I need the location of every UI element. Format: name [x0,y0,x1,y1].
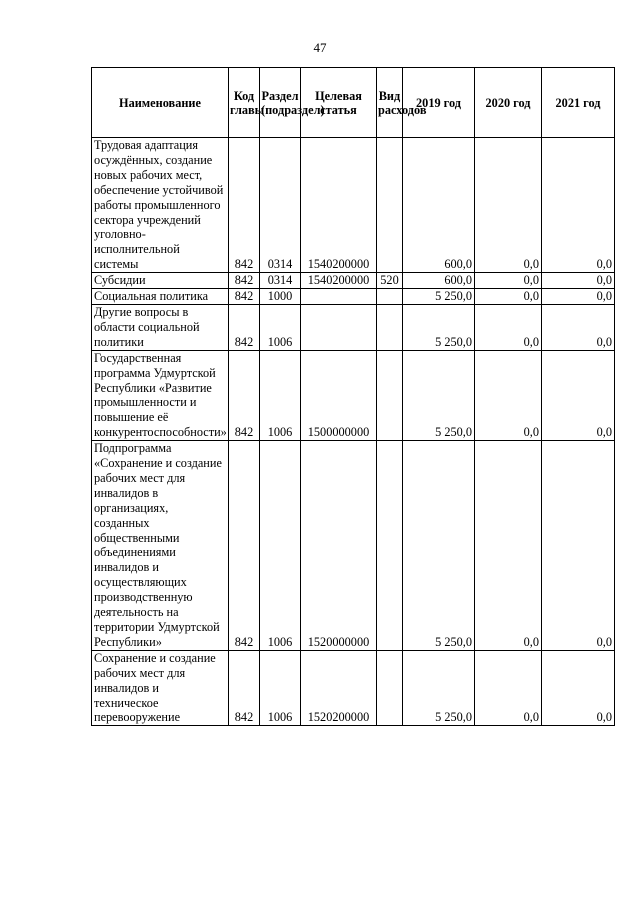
header-expense-type: Вид расходов [377,68,403,138]
row-2021: 0,0 [542,650,615,726]
row-section: 1006 [260,441,301,651]
row-2021: 0,0 [542,441,615,651]
header-2019: 2019 год [403,68,475,138]
row-2020: 0,0 [475,650,542,726]
row-2021: 0,0 [542,304,615,350]
row-2021: 0,0 [542,273,615,289]
row-section: 1000 [260,289,301,305]
table-row [92,138,615,273]
header-section: Раздел (подраздел) [260,68,301,138]
row-2019: 600,0 [403,273,475,289]
row-expense-type [377,138,403,273]
row-chapter: 842 [229,138,260,273]
row-name: Государственная программа Удмуртской Республики «Развитие промышленности и повышение её конкурентоспособности» [92,350,229,440]
header-2020: 2020 год [475,68,542,138]
table-row [92,304,615,350]
header-chapter-code: Код главы [229,68,260,138]
row-target [301,304,377,350]
row-2019: 5 250,0 [403,350,475,440]
row-2021: 0,0 [542,138,615,273]
budget-table [91,67,615,726]
row-chapter: 842 [229,650,260,726]
row-2021: 0,0 [542,350,615,440]
row-2019: 5 250,0 [403,289,475,305]
row-target [301,289,377,305]
row-name: Трудовая адаптация осуждённых, создание новых рабочих мест, обеспечение устойчивой работы промышленного сектора учреждений уголовно-исполнительной системы [92,138,229,273]
row-2019: 5 250,0 [403,441,475,651]
row-chapter: 842 [229,289,260,305]
row-2020: 0,0 [475,138,542,273]
row-expense-type [377,441,403,651]
row-2020: 0,0 [475,350,542,440]
header-row [92,68,615,138]
row-expense-type [377,289,403,305]
row-2019: 5 250,0 [403,650,475,726]
row-chapter: 842 [229,273,260,289]
row-2020: 0,0 [475,304,542,350]
header-2021: 2021 год [542,68,615,138]
row-expense-type [377,650,403,726]
row-section: 0314 [260,138,301,273]
row-2019: 600,0 [403,138,475,273]
row-section: 1006 [260,650,301,726]
row-2020: 0,0 [475,289,542,305]
row-name: Субсидии [92,273,229,289]
row-target: 1520200000 [301,650,377,726]
row-section: 1006 [260,304,301,350]
row-name: Подпрограмма «Сохранение и создание рабочих мест для инвалидов в организациях, созданных общественными объединениями инвалидов и осуществляющих производственную деятельность на территории Удмуртской Республики» [92,441,229,651]
row-2020: 0,0 [475,441,542,651]
row-section: 0314 [260,273,301,289]
row-expense-type: 520 [377,273,403,289]
table-row [92,289,615,305]
row-section: 1006 [260,350,301,440]
row-2021: 0,0 [542,289,615,305]
header-name: Наименование [92,68,229,138]
row-expense-type [377,350,403,440]
header-target-article: Целевая статья [301,68,377,138]
row-name: Другие вопросы в области социальной политики [92,304,229,350]
table-row [92,441,615,651]
row-target: 1540200000 [301,138,377,273]
row-chapter: 842 [229,350,260,440]
row-name: Социальная политика [92,289,229,305]
page-number: 47 [313,40,327,55]
table-row [92,350,615,440]
row-2020: 0,0 [475,273,542,289]
row-chapter: 842 [229,441,260,651]
row-expense-type [377,304,403,350]
row-2019: 5 250,0 [403,304,475,350]
row-chapter: 842 [229,304,260,350]
table-row [92,273,615,289]
row-target: 1520000000 [301,441,377,651]
row-name: Сохранение и создание рабочих мест для инвалидов и техническое перевооружение [92,650,229,726]
row-target: 1540200000 [301,273,377,289]
row-target: 1500000000 [301,350,377,440]
table-row [92,650,615,726]
